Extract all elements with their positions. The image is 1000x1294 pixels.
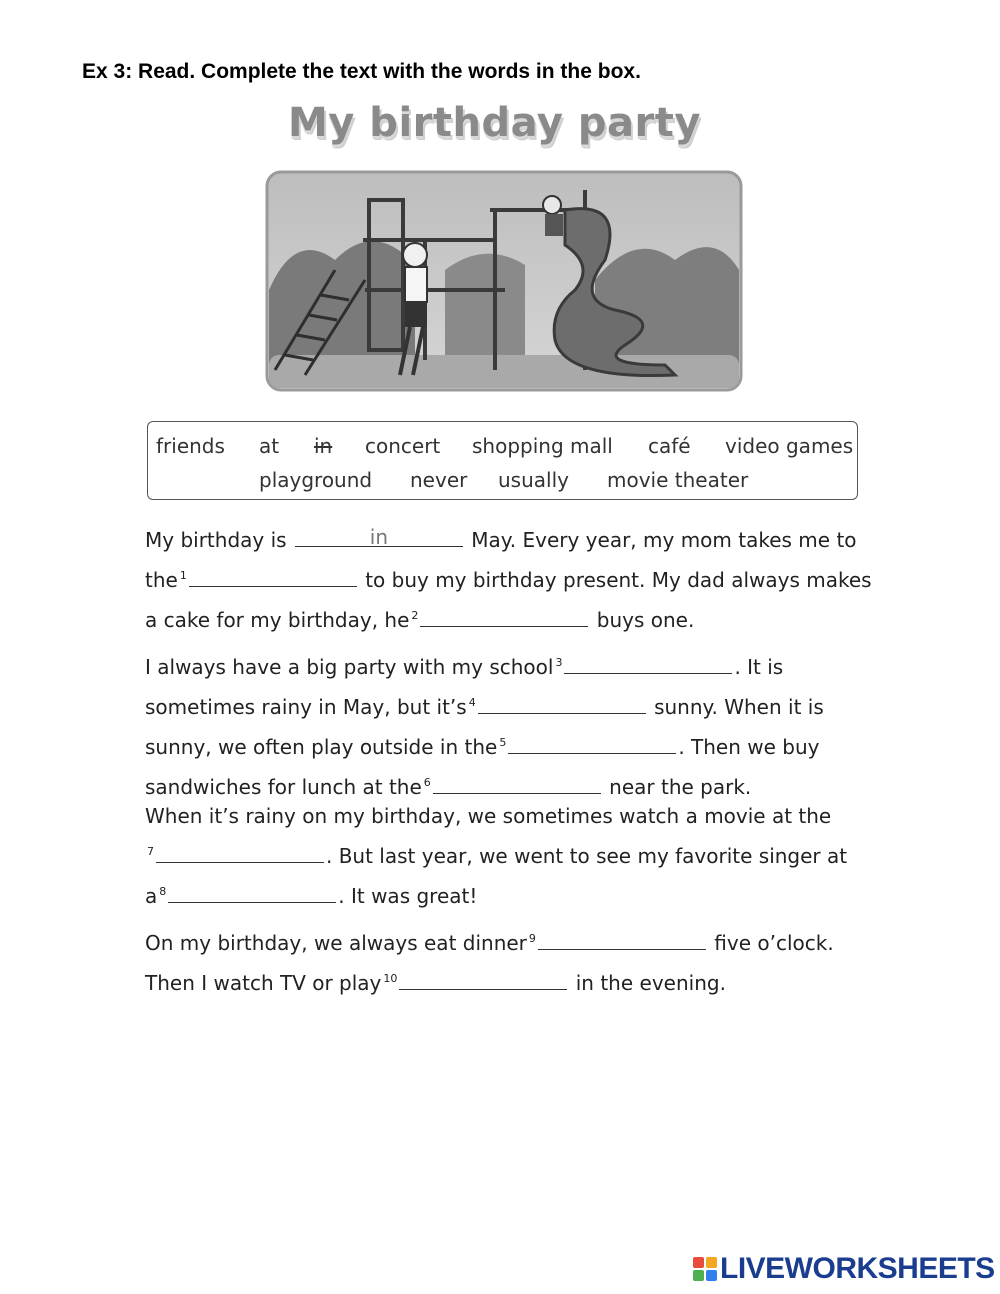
word-shopping-mall: shopping mall [472, 434, 613, 458]
word-playground: playground [259, 468, 373, 492]
liveworksheets-logo [693, 1252, 995, 1286]
playground-illustration [265, 170, 743, 392]
page-title: My birthday party [288, 100, 701, 146]
word-box [147, 421, 858, 500]
logo-text: LIVEWORKSHEETS [720, 1252, 995, 1285]
answer-blank-8[interactable] [168, 884, 336, 903]
word-cafe: café [648, 434, 691, 458]
answer-blank-4[interactable] [478, 695, 646, 714]
answer-blank-1[interactable] [189, 568, 357, 587]
word-at: at [259, 434, 280, 458]
answer-blank-7[interactable] [156, 844, 324, 863]
paragraph-1: My birthday is in May. Every year, my mom takes me to the $^1$ to buy my birthday present. My dad always makes a cake for my birthday, he $^2$ buys one. [145, 525, 872, 632]
answer-blank-6[interactable] [433, 775, 601, 794]
answer-blank-3[interactable] [564, 655, 732, 674]
paragraph-3: When it’s rainy on my birthday, we sometimes watch a movie at the $^7$ . But last year, we went to see my favorite singer at a $^8$ . It was great! [145, 804, 848, 908]
word-video-games: video games [725, 434, 854, 458]
paragraph-2: I always have a big party with my school $^3$ . It is sometimes rainy in May, but it’s $^4$ sunny. When it is sunny, we often play outside in the $^5$ . Then we buy sandwiches for lunch at the $^6$ near the park. [145, 655, 824, 799]
word-never: never [410, 468, 468, 492]
logo-grid-icon [693, 1257, 717, 1281]
logo-square-orange-icon [706, 1257, 717, 1268]
answer-blank-2[interactable] [420, 608, 588, 627]
word-movie-theater: movie theater [607, 468, 749, 492]
exercise-instruction: Ex 3: Read. Complete the text with the words in the box. [82, 60, 641, 83]
word-in-struck: in [314, 434, 333, 458]
word-friends: friends [156, 434, 225, 458]
logo-square-red-icon [693, 1257, 704, 1268]
paragraph-4: On my birthday, we always eat dinner $^9$ five o’clock. Then I watch TV or play $^{10}$ in the evening. [145, 931, 834, 995]
answer-blank-5[interactable] [508, 735, 676, 754]
word-concert: concert [365, 434, 441, 458]
answer-blank-9[interactable] [538, 931, 706, 950]
answer-blank-10[interactable] [399, 971, 567, 990]
logo-square-blue-icon [706, 1270, 717, 1281]
word-usually: usually [498, 468, 569, 492]
example-blank: in [295, 528, 463, 547]
logo-square-green-icon [693, 1270, 704, 1281]
